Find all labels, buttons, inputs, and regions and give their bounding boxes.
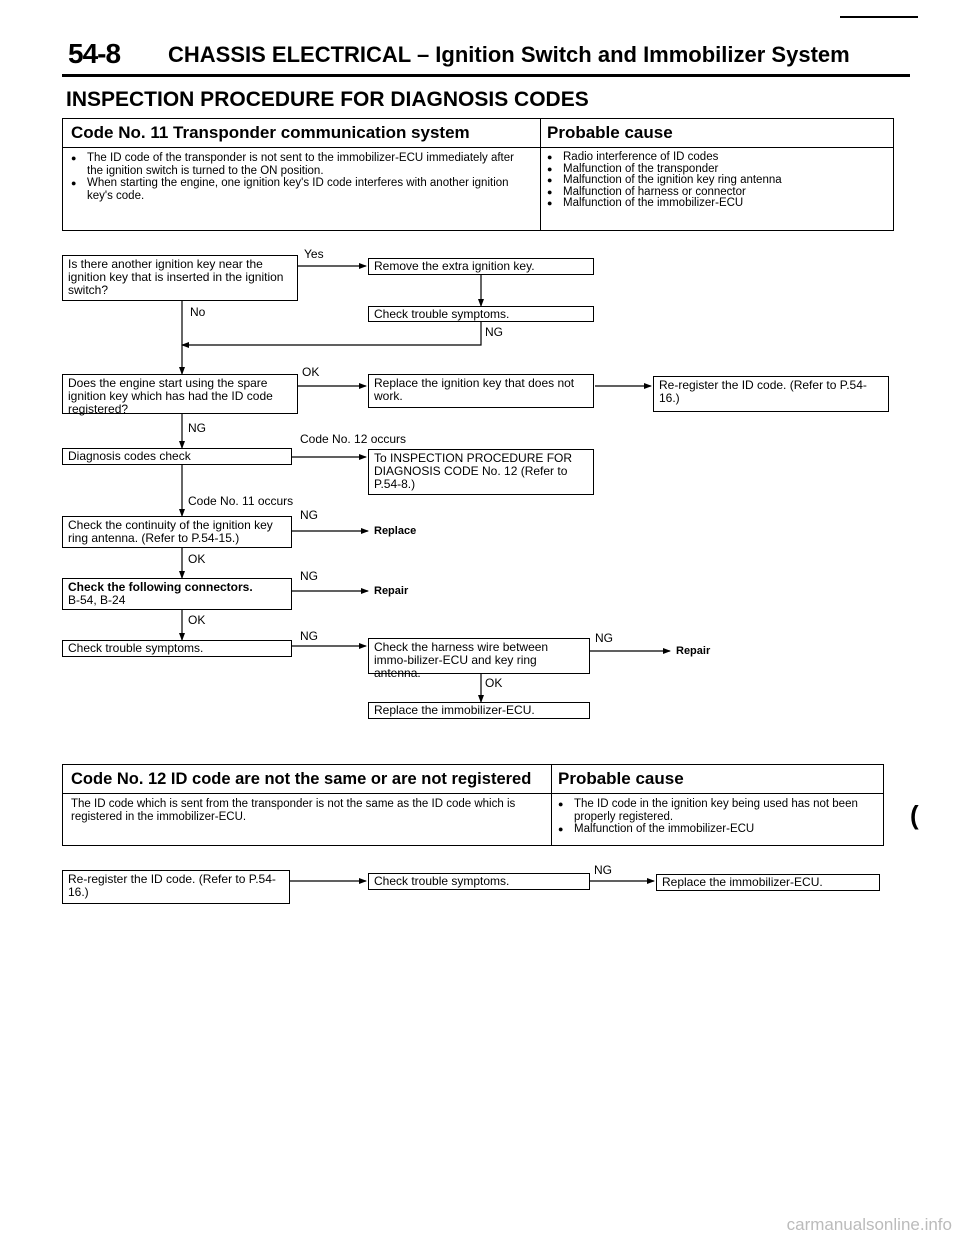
section-title: CHASSIS ELECTRICAL – Ignition Switch and Immobilizer System bbox=[168, 42, 850, 67]
label-ok: OK bbox=[302, 365, 320, 379]
action-check-harness: Check the harness wire between immo-bilizer-ECU and key ring antenna. bbox=[368, 638, 590, 674]
result-repair: Repair bbox=[374, 585, 409, 597]
label-ok: OK bbox=[188, 552, 206, 566]
question-another-key: Is there another ignition key near the ignition key that is inserted in the ignition switch? bbox=[62, 255, 298, 301]
code12-description: The ID code which is sent from the transponder is not the same as the ID code which is registered in the immobilizer-ECU. bbox=[71, 798, 516, 823]
cause-item: ● Malfunction of the transponder bbox=[547, 164, 885, 176]
action-check-symptoms: Check trouble symptoms. bbox=[368, 306, 594, 322]
cause-item: ● Radio interference of ID codes bbox=[547, 152, 885, 164]
connectors-list: B-54, B-24 bbox=[68, 593, 126, 607]
code11-cause-header: Probable cause bbox=[539, 119, 893, 148]
code12-table bbox=[62, 764, 884, 846]
label-ng: NG bbox=[594, 863, 612, 877]
label-ok: OK bbox=[188, 613, 206, 627]
action-check-connectors bbox=[62, 578, 292, 610]
code11-description-item: ● When starting the engine, one ignition key's ID code interferes with another ignition key's code. bbox=[71, 177, 532, 202]
label-ng: NG bbox=[300, 508, 318, 522]
code12-cause-col bbox=[550, 765, 883, 845]
label-ng: NG bbox=[485, 325, 503, 339]
cause-item: ● The ID code in the ignition key being used has not been properly registered. bbox=[558, 798, 875, 823]
page-number: 54-8 bbox=[68, 38, 121, 69]
code12-description-col bbox=[63, 765, 552, 845]
connectors-title: Check the following connectors. bbox=[68, 580, 253, 594]
action-replace-immobilizer-12: Replace the immobilizer-ECU. bbox=[656, 874, 880, 891]
label-no: No bbox=[190, 305, 206, 319]
action-replace-immobilizer: Replace the immobilizer-ECU. bbox=[368, 702, 590, 719]
watermark: carmanualsonline.info bbox=[786, 1215, 952, 1234]
label-code12-occurs: Code No. 12 occurs bbox=[300, 432, 407, 446]
action-check-symptoms-12: Check trouble symptoms. bbox=[368, 873, 590, 890]
action-remove-extra-key: Remove the extra ignition key. bbox=[368, 258, 594, 275]
action-diagnosis-check: Diagnosis codes check bbox=[62, 448, 292, 465]
action-replace-key: Replace the ignition key that does not work. bbox=[368, 374, 594, 408]
action-check-symptoms-2: Check trouble symptoms. bbox=[62, 640, 292, 657]
code12-causes bbox=[550, 794, 883, 836]
action-reregister-id: Re-register the ID code. (Refer to P.54-16.) bbox=[653, 376, 889, 412]
label-ok: OK bbox=[485, 676, 503, 690]
cause-item: ● Malfunction of the ignition key ring antenna bbox=[547, 175, 885, 187]
label-ng: NG bbox=[300, 569, 318, 583]
label-ng: NG bbox=[188, 421, 206, 435]
page-heading: INSPECTION PROCEDURE FOR DIAGNOSIS CODES bbox=[66, 88, 589, 111]
code11-title: Code No. 11 Transponder communication system bbox=[63, 119, 540, 148]
cause-item: ● Malfunction of the immobilizer-ECU bbox=[558, 823, 875, 836]
margin-mark: ( bbox=[910, 800, 919, 830]
result-replace: Replace bbox=[374, 525, 417, 537]
action-reregister-id-12: Re-register the ID code. (Refer to P.54-16.) bbox=[62, 870, 290, 904]
code12-title: Code No. 12 ID code are not the same or are not registered bbox=[63, 765, 551, 794]
code11-description-item: ● The ID code of the transponder is not sent to the immobilizer-ECU immediately after the ignition switch is turned to the ON position. bbox=[71, 152, 532, 177]
label-yes: Yes bbox=[304, 247, 324, 261]
cause-item: ● Malfunction of harness or connector bbox=[547, 187, 885, 199]
result-repair: Repair bbox=[676, 645, 711, 657]
link-code12-procedure: To INSPECTION PROCEDURE FOR DIAGNOSIS CODE No. 12 (Refer to P.54-8.) bbox=[368, 449, 594, 495]
code12-cause-header: Probable cause bbox=[550, 765, 883, 794]
cause-item: ● Malfunction of the immobilizer-ECU bbox=[547, 198, 885, 210]
label-ng: NG bbox=[595, 631, 613, 645]
label-ng: NG bbox=[300, 629, 318, 643]
question-spare-key: Does the engine start using the spare ignition key which has had the ID code registered? bbox=[62, 374, 298, 414]
action-check-antenna: Check the continuity of the ignition key ring antenna. (Refer to P.54-15.) bbox=[62, 516, 292, 548]
label-code11-occurs: Code No. 11 occurs bbox=[188, 494, 294, 508]
